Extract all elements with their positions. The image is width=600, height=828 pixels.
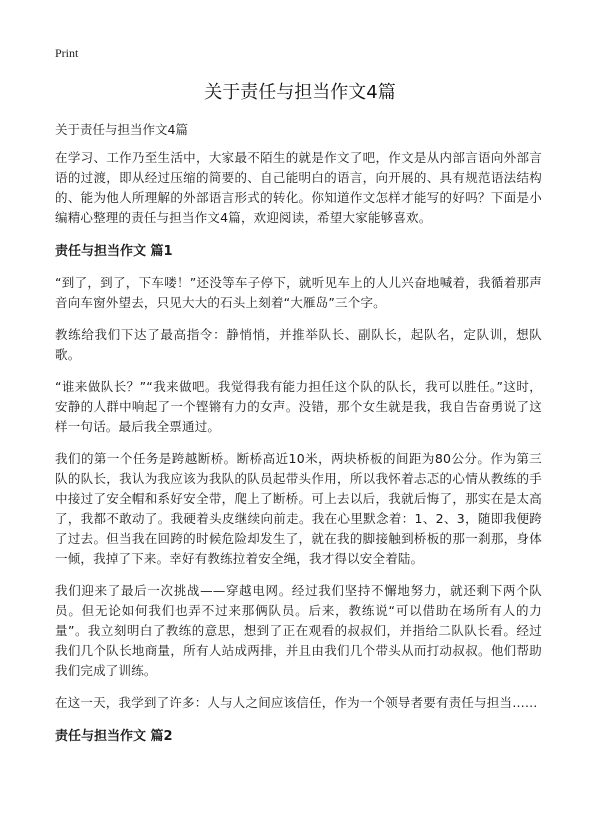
intro-paragraph: 在学习、工作乃至生活中，大家最不陌生的就是作文了吧，作文是从内部言语向外部言语的过渡，即从经过压缩的简要的、自己能明白的语言，向开展的、具有规范语法结构的、能为他人所理解的外部语言形式的转化。你知道作文怎样才能写的好吗？下面是小编精心整理的责任与担当作文4篇，欢迎阅读，希望大家能够喜欢。 [55, 150, 542, 225]
section-1-paragraph-1: “到了，到了，下车喽！”还没等车子停下，就听见车上的人儿兴奋地喊着，我循着那声音向车窗外望去，只见大大的石头上刻着“大雁岛”三个字。 [55, 275, 542, 310]
section-1-paragraph-4: 我们的第一个任务是跨越断桥。断桥高近10米，两块桥板的间距为80公分。作为第三队的队长，我认为我应该为我队的队员起带头作用，所以我怀着忐忑的心情从教练的手中接过了安全帽和系好安全带，爬上了断桥。可上去以后，我就后悔了，那实在是太高了，我都不敢动了。我硬着头皮继续向前走。我在心里默念着：1、2、3，随即我便跨了过去。但当我在回跨的时候危险却发生了，就在我的脚接触到桥板的那一刹那，身体一倾，我掉了下来。幸好有教练拉着安全绳，我才得以安全着陆。 [55, 451, 542, 566]
section-heading-2: 责任与担当作文 篇2 [55, 729, 173, 744]
section-heading-1: 责任与担当作文 篇1 [55, 244, 173, 259]
page-title: 关于责任与担当作文4篇 [204, 82, 396, 103]
document-subtitle: 关于责任与担当作文4篇 [55, 122, 188, 137]
section-1-paragraph-6: 在这一天，我学到了许多：人与人之间应该信任，作为一个领导者要有责任与担当…… [55, 695, 538, 710]
section-1-paragraph-2: 教练给我们下达了最高指令：静悄悄，并推举队长、副队长，起队名，定队训，想队歌。 [55, 327, 542, 362]
print-link[interactable]: Print [55, 46, 79, 60]
section-1-paragraph-3: “谁来做队长？”“我来做吧。我觉得我有能力担任这个队的队长，我可以胜任。”这时，安静的人群中响起了一个铿锵有力的女声。没错，那个女生就是我，我自告奋勇说了这样一句话。最后我全票通过。 [55, 379, 542, 434]
section-1-paragraph-5: 我们迎来了最后一次挑战——穿越电网。经过我们坚持不懈地努力，就还剩下两个队员。但无论如何我们也弄不过来那俩队员。后来，教练说“可以借助在场所有人的力量”。我立刻明白了教练的意思，想到了正在观看的叔叔们，并指给二队队长看。经过我们几个队长地商量，所有人站成两排，并且由我们几个带头从而打动叔叔。他们帮助我们完成了训练。 [55, 583, 542, 678]
article-body [55, 148, 542, 758]
